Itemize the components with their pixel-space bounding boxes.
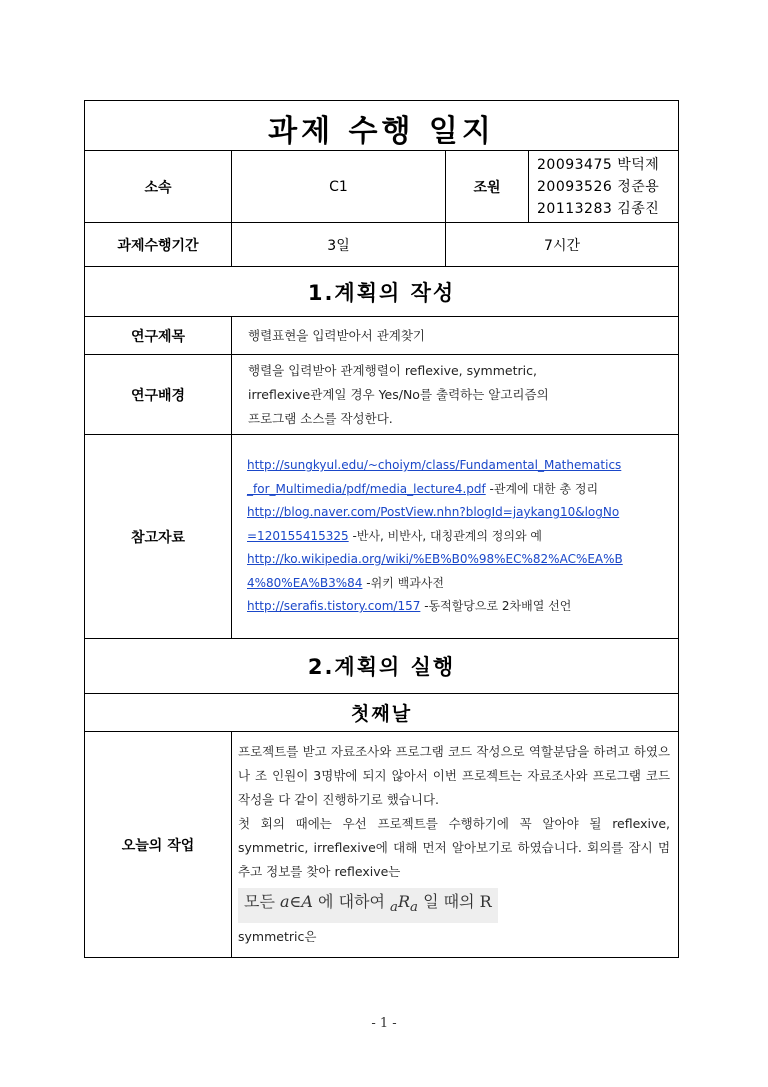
ref-link-2b[interactable]: =120155415325: [247, 528, 349, 543]
ref-desc-1: -관계에 대한 총 정리: [485, 481, 599, 496]
log-table: [84, 100, 679, 958]
ref-desc-4: -동적할당으로 2차배열 선언: [420, 599, 572, 614]
period-days: 3일: [232, 223, 446, 267]
work-para-3: symmetric은: [238, 928, 317, 944]
period-label: 과제수행기간: [85, 223, 232, 267]
refs-cell: [232, 435, 679, 639]
work-text: [232, 732, 679, 958]
doc-title: 과제 수행 일지: [85, 101, 679, 151]
ref-link-1a[interactable]: http://sungkyul.edu/~choiym/class/Fundamental_Mathematics: [247, 458, 622, 473]
background-label: 연구배경: [85, 355, 232, 435]
ref-link-1b[interactable]: _for_Multimedia/pdf/media_lecture4.pdf: [247, 481, 486, 496]
background-text: [232, 355, 679, 435]
period-hours: 7시간: [446, 223, 679, 267]
members-label: 조원: [446, 151, 529, 223]
background-line-2: irreflexive관계일 경우 Yes/No를 출력하는 알고리즘의: [248, 386, 549, 402]
section2-heading: 2.계획의 실행: [85, 639, 679, 694]
work-label: 오늘의 작업: [85, 732, 232, 958]
ref-link-4[interactable]: http://serafis.tistory.com/157: [247, 599, 421, 614]
ref-desc-3: -위키 백과사전: [362, 575, 444, 590]
member-3: 20113283 김종진: [537, 200, 660, 217]
section1-heading: 1.계획의 작성: [85, 267, 679, 317]
ref-link-3a[interactable]: http://ko.wikipedia.org/wiki/%EB%B0%98%EC%82%AC%EA%B: [247, 552, 623, 567]
reflexive-formula: 모든 a∈A 에 대하여 $_aR_a$ 일 때의 R: [238, 888, 498, 922]
document: [84, 100, 678, 958]
member-2: 20093526 정준용: [537, 178, 660, 195]
affiliation-value: C1: [232, 151, 446, 223]
work-para-2: 첫 회의 때에는 우선 프로젝트를 수행하기에 꼭 알아야 될 reflexive, symmetric, irreflexive에 대해 먼저 알아보기로 하였습니다. 회의를 잠시 멈추고 정보를 찾아 reflexive는: [238, 816, 671, 880]
topic-value: 행렬표현을 입력받아서 관계찾기: [232, 317, 679, 355]
work-para-1: 프로젝트를 받고 자료조사와 프로그램 코드 작성으로 역할분담을 하려고 하였으나 조 인원이 3명밖에 되지 않아서 이번 프로젝트는 자료조사와 프로그램 코드 작성을 다 같이 진행하기로 했습니다.: [238, 744, 671, 808]
members-cell: [529, 151, 679, 223]
affiliation-label: 소속: [85, 151, 232, 223]
topic-label: 연구제목: [85, 317, 232, 355]
page-number: - 1 -: [371, 1016, 397, 1031]
ref-desc-2: -반사, 비반사, 대칭관계의 정의와 예: [348, 528, 542, 543]
refs-label: 참고자료: [85, 435, 232, 639]
ref-link-2a[interactable]: http://blog.naver.com/PostView.nhn?blogId=jaykang10&logNo: [247, 505, 620, 520]
member-1: 20093475 박덕제: [537, 156, 660, 173]
ref-link-3b[interactable]: 4%80%EA%B3%84: [247, 575, 363, 590]
background-line-1: 행렬을 입력받아 관계행렬이 reflexive, symmetric,: [248, 362, 537, 378]
day-heading: 첫째날: [85, 694, 679, 732]
background-line-3: 프로그램 소스를 작성한다.: [248, 410, 393, 426]
